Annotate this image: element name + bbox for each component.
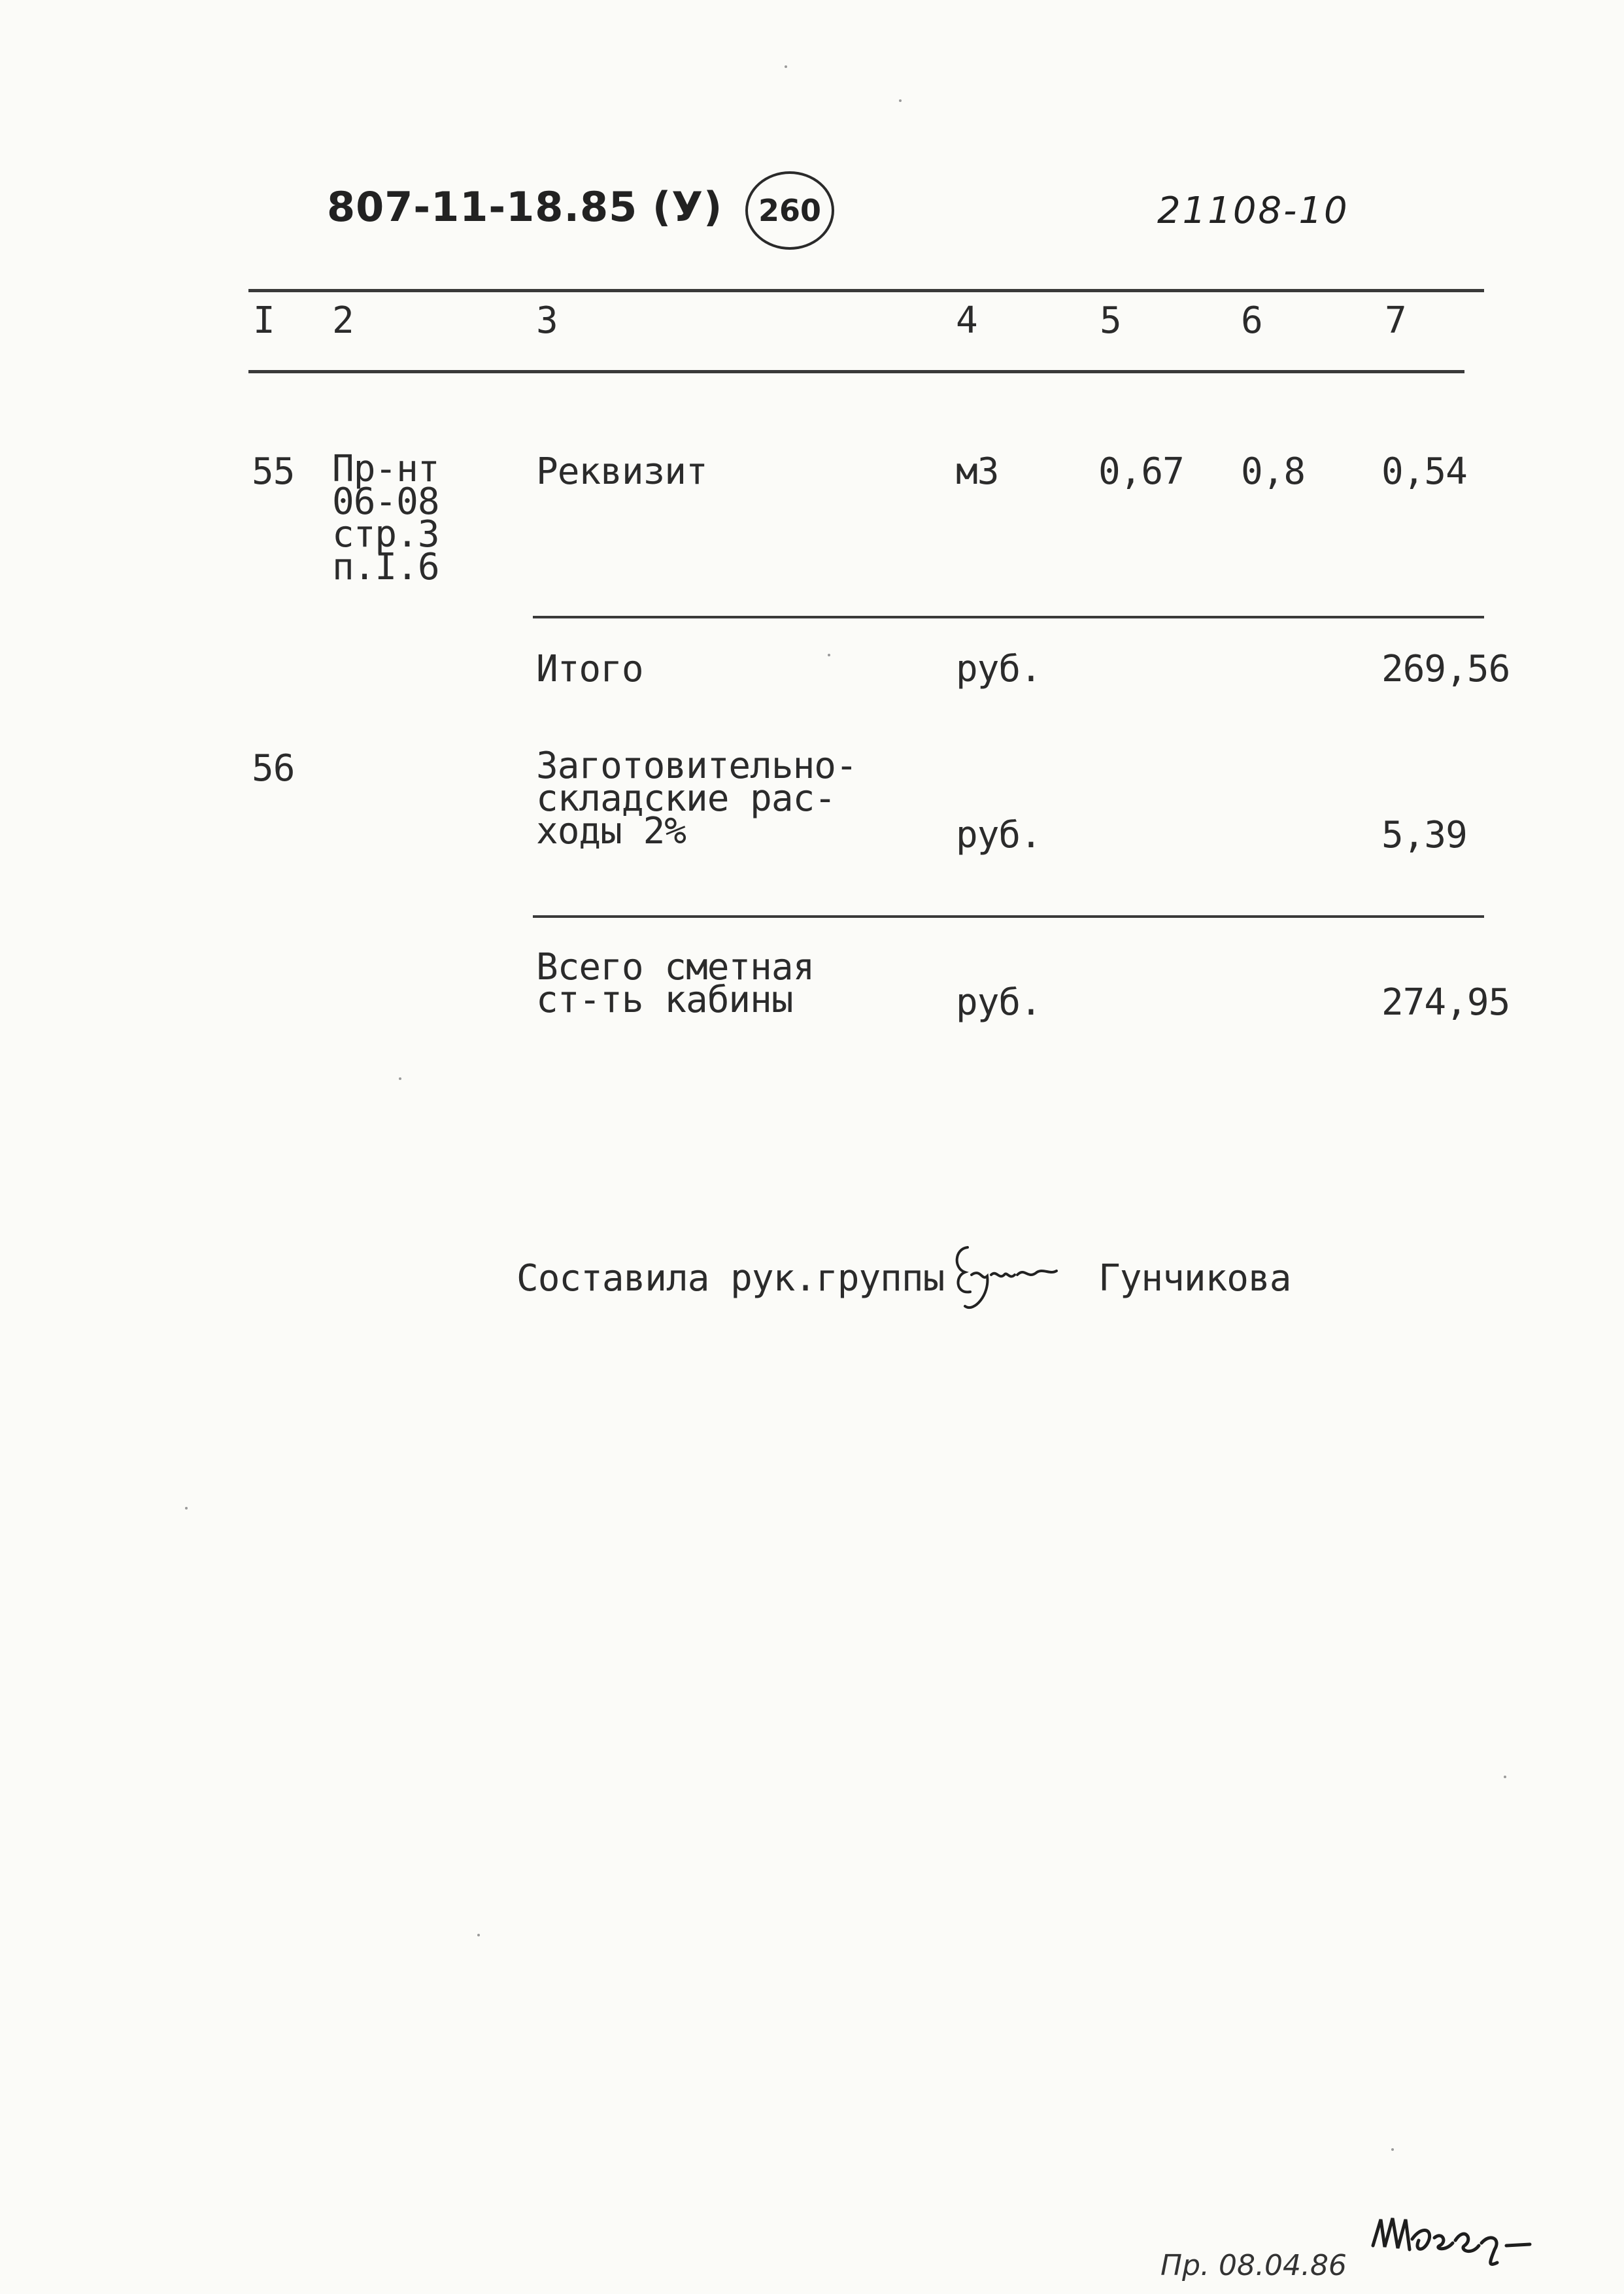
scan-speck: [899, 99, 902, 102]
scan-speck: [1504, 1776, 1506, 1778]
column-header-1: I: [253, 299, 275, 342]
checker-note: Пр. 08.04.86: [1160, 2249, 1347, 2282]
row-55-unit: м3: [956, 450, 999, 493]
scan-speck: [785, 65, 787, 68]
subtotal-unit: руб.: [956, 648, 1041, 690]
scan-speck: [399, 1077, 401, 1080]
column-header-7: 7: [1385, 299, 1406, 342]
column-header-2: 2: [332, 299, 354, 342]
signature-compiler: [941, 1229, 1072, 1321]
scan-speck: [185, 1507, 188, 1510]
row-56-name: Заготовительно- складские рас- ходы 2%: [536, 745, 857, 852]
signature-checker: [1366, 2200, 1563, 2278]
row-55-name: Реквизит: [536, 450, 707, 493]
row-56-number: 56: [252, 747, 295, 790]
compiler-surname: Гунчикова: [1098, 1257, 1291, 1300]
subtotal-rule: [533, 616, 1484, 618]
subtotal-value: 269,56: [1381, 648, 1510, 690]
row-55-col6: 0,8: [1241, 450, 1306, 493]
row-55-number: 55: [252, 450, 295, 493]
table-top-rule: [248, 289, 1484, 292]
total-value: 274,95: [1381, 981, 1510, 1024]
scan-speck: [477, 1934, 480, 1936]
total-unit: руб.: [956, 981, 1041, 1024]
page-number-stamp: [745, 171, 834, 250]
archive-number: 21108-10: [1157, 190, 1349, 232]
column-header-3: 3: [536, 299, 558, 342]
column-header-6: 6: [1241, 299, 1262, 342]
total-rule: [533, 915, 1484, 918]
table-header-rule: [248, 370, 1464, 373]
compiled-by-label: Составила рук.группы: [516, 1257, 945, 1300]
column-header-4: 4: [956, 299, 977, 342]
row-56-value: 5,39: [1381, 814, 1467, 856]
scan-speck: [1391, 2148, 1394, 2151]
column-header-5: 5: [1100, 299, 1121, 342]
row-56-unit: руб.: [956, 814, 1041, 856]
row-55-basis: Пр-нт 06-08 стр.3 п.I.6: [332, 448, 439, 588]
subtotal-label: Итого: [536, 648, 643, 690]
document-code: 807-11-18.85 (У): [327, 183, 723, 231]
row-55-col5: 0,67: [1098, 450, 1184, 493]
page-number: 260: [758, 193, 822, 228]
row-55-col7: 0,54: [1381, 450, 1467, 493]
scan-speck: [828, 654, 830, 656]
total-label: Всего сметная ст-ть кабины: [536, 946, 815, 1021]
